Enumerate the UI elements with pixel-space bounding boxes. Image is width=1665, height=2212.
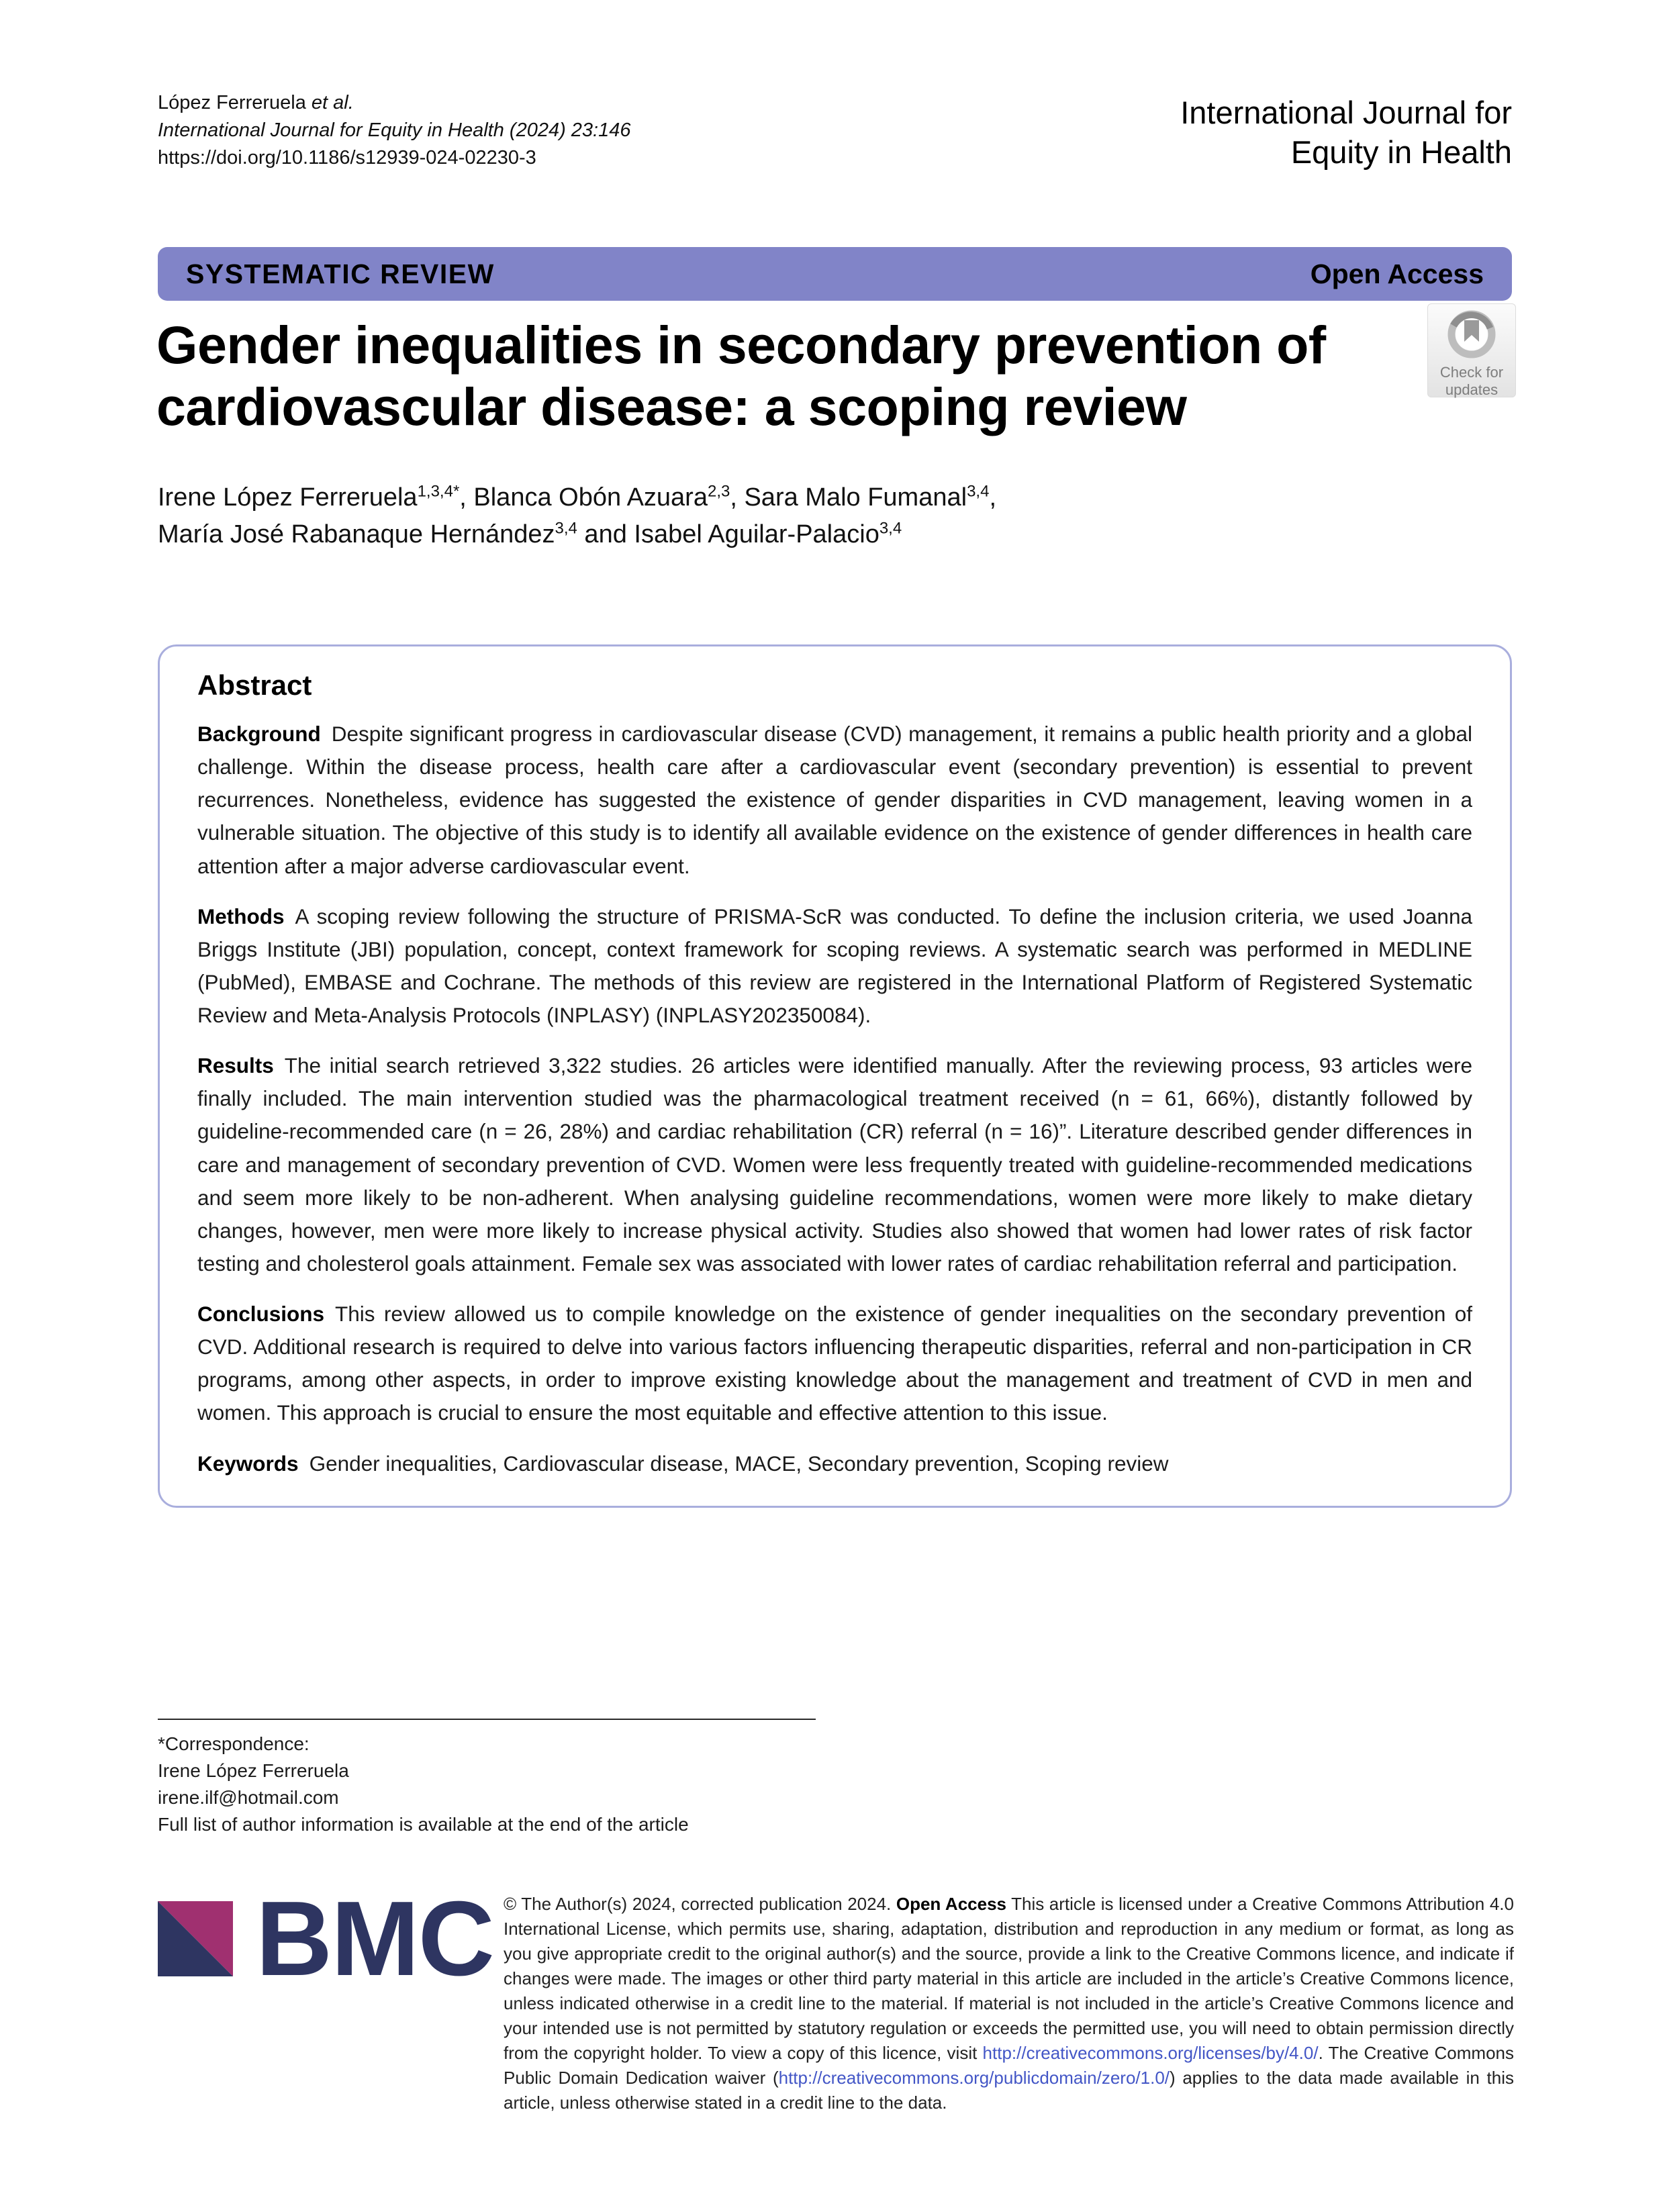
abstract-paragraph-background: Background Despite significant progress in cardiovascular disease (CVD) management, it remains a public health priority and a global challenge. Within the disease process, health care after a cardiovascular event (secondary prevention) is essential to prevent recurrences. Nonetheless, evidence has suggested the existence of gender disparities in CVD management, leaving women in a vulnerable situation. The objective of this study is to identify all available evidence on the existence of gender differences in health care attention after a major adverse cardiovascular event. xyxy=(197,722,1472,878)
correspondence-block xyxy=(158,1719,816,1838)
author-list xyxy=(158,479,996,553)
abstract-paragraph-conclusions: Conclusions This review allowed us to compile knowledge on the existence of gender inequalities on the secondary prevention of CVD. Additional research is required to delve into various factors influencing therapeutic disparities, referral and non-participation in CR programs, among other aspects, in order to improve existing knowledge about the management and treatment of CVD in men and women. This approach is crucial to ensure the most equitable and effective attention to this issue. xyxy=(197,1302,1472,1425)
citation-doi-link[interactable]: https://doi.org/10.1186/s12939-024-02230-3 xyxy=(158,147,536,169)
abstract-paragraph-keywords: Keywords Gender inequalities, Cardiovascular disease, MACE, Secondary prevention, Scoping review xyxy=(197,1451,1169,1476)
check-for-updates-text xyxy=(1428,364,1515,399)
license-text xyxy=(504,1892,1514,2115)
abstract-sections xyxy=(197,718,1472,1480)
abstract-paragraph-methods: Methods A scoping review following the structure of PRISMA-ScR was conducted. To define the inclusion criteria, we used Joanna Briggs Institute (JBI) population, concept, context framework for scoping reviews. A systematic search was performed in MEDLINE (PubMed), EMBASE and Cochrane. The methods of this review are registered in the International Platform of Registered Systematic Review and Meta-Analysis Protocols (INPLASY) (INPLASY202350084). xyxy=(197,904,1472,1027)
footnote-rule xyxy=(158,1719,816,1720)
license-link[interactable]: http://creativecommons.org/licenses/by/4.0/ xyxy=(982,2043,1319,2063)
abstract-heading: Abstract xyxy=(197,669,312,701)
author-line: Irene López Ferreruela$^{1,3,4*}$, Blanca Obón Azuara$^{2,3}$, Sara Malo Fumanal$^{3,4}$, xyxy=(158,482,996,512)
journal-name xyxy=(1180,93,1512,172)
author-line: María José Rabanaque Hernández$^{3,4}$ and Isabel Aguilar-Palacio$^{3,4}$ xyxy=(158,519,902,548)
article-type-label: SYSTEMATIC REVIEW xyxy=(186,258,495,289)
journal-name-line1: International Journal for xyxy=(1180,95,1512,130)
license-text-segment: © The Author(s) 2024, corrected publication 2024. xyxy=(504,1894,896,1914)
bmc-logo-icon xyxy=(158,1901,233,1976)
check-for-updates-icon xyxy=(1447,309,1496,359)
license-text-segment: . The Creative Commons Public Domain Dedication waiver ( xyxy=(504,2043,1514,2088)
journal-name-line2: Equity in Health xyxy=(1290,134,1512,170)
footer xyxy=(158,1880,1514,2115)
license-link[interactable]: http://creativecommons.org/publicdomain/zero/1.0/ xyxy=(778,2068,1170,2088)
license-text-segment: ) applies to the data made available in this article, unless otherwise stated in a credit line to the data. xyxy=(504,2068,1514,2113)
license-text-segment: This article is licensed under a Creative Commons Attribution 4.0 International License, which permits use, sharing, adaptation, distribution and reproduction in any medium or format, as long as you give appropriate credit to the original author(s) and the source, provide a link to the Creative Commons licence, and indicate if changes were made. The images or other third party material in this article are included in the article’s Creative Commons licence, unless indicated otherwise in a credit line to the material. If material is not included in the article’s Creative Commons licence and your intended use is not permitted by statutory regulation or exceeds the permitted use, you will need to obtain permission directly from the copyright holder. To view a copy of this licence, visit xyxy=(504,1894,1514,2063)
correspondence-name: Irene López Ferreruela xyxy=(158,1760,349,1781)
correspondence-label: *Correspondence: xyxy=(158,1733,310,1754)
correspondence-note: Full list of author information is available at the end of the article xyxy=(158,1814,689,1835)
citation-journal: International Journal for Equity in Health (2024) 23:146 xyxy=(158,119,631,141)
page-title: Gender inequalities in secondary prevention of cardiovascular disease: a scoping review xyxy=(156,315,1326,436)
badge-line1: Check for xyxy=(1439,364,1504,381)
citation-line-authors xyxy=(158,89,631,117)
article-type-banner xyxy=(158,247,1512,301)
abstract-box xyxy=(158,644,1512,1508)
open-access-inline-label: Open Access xyxy=(896,1894,1006,1914)
check-for-updates-badge[interactable] xyxy=(1427,303,1516,397)
badge-line2: updates xyxy=(1445,381,1498,398)
citation-authors: López Ferreruela xyxy=(158,92,312,113)
abstract-paragraph-results: Results The initial search retrieved 3,322 studies. 26 articles were identified manually. After the reviewing process, 93 articles were finally included. The main intervention studied was the pharmacological treatment received (n = 61, 66%), distantly followed by guideline-recommended care (n = 26, 28%) and cardiac rehabilitation (CR) referral (n = 16)”. Literature described gender differences in care and management of secondary prevention of CVD. Women were less frequently treated with guideline-recommended medications and seem more likely to be non-adherent. When analysing guideline recommendations, women were more likely to make dietary changes, however, men were more likely to increase physical activity. Studies also showed that women had lower rates of risk factor testing and cholesterol goals attainment. Female sex was associated with lower rates of cardiac rehabilitation referral and participation. xyxy=(197,1053,1472,1276)
correspondence-email[interactable]: irene.ilf@hotmail.com xyxy=(158,1787,339,1808)
bmc-logo-text: BMC xyxy=(256,1880,493,1998)
citation-etal: et al. xyxy=(311,92,354,113)
open-access-label: Open Access xyxy=(1310,258,1484,289)
bmc-logo xyxy=(158,1880,504,1998)
citation-block xyxy=(158,89,631,172)
